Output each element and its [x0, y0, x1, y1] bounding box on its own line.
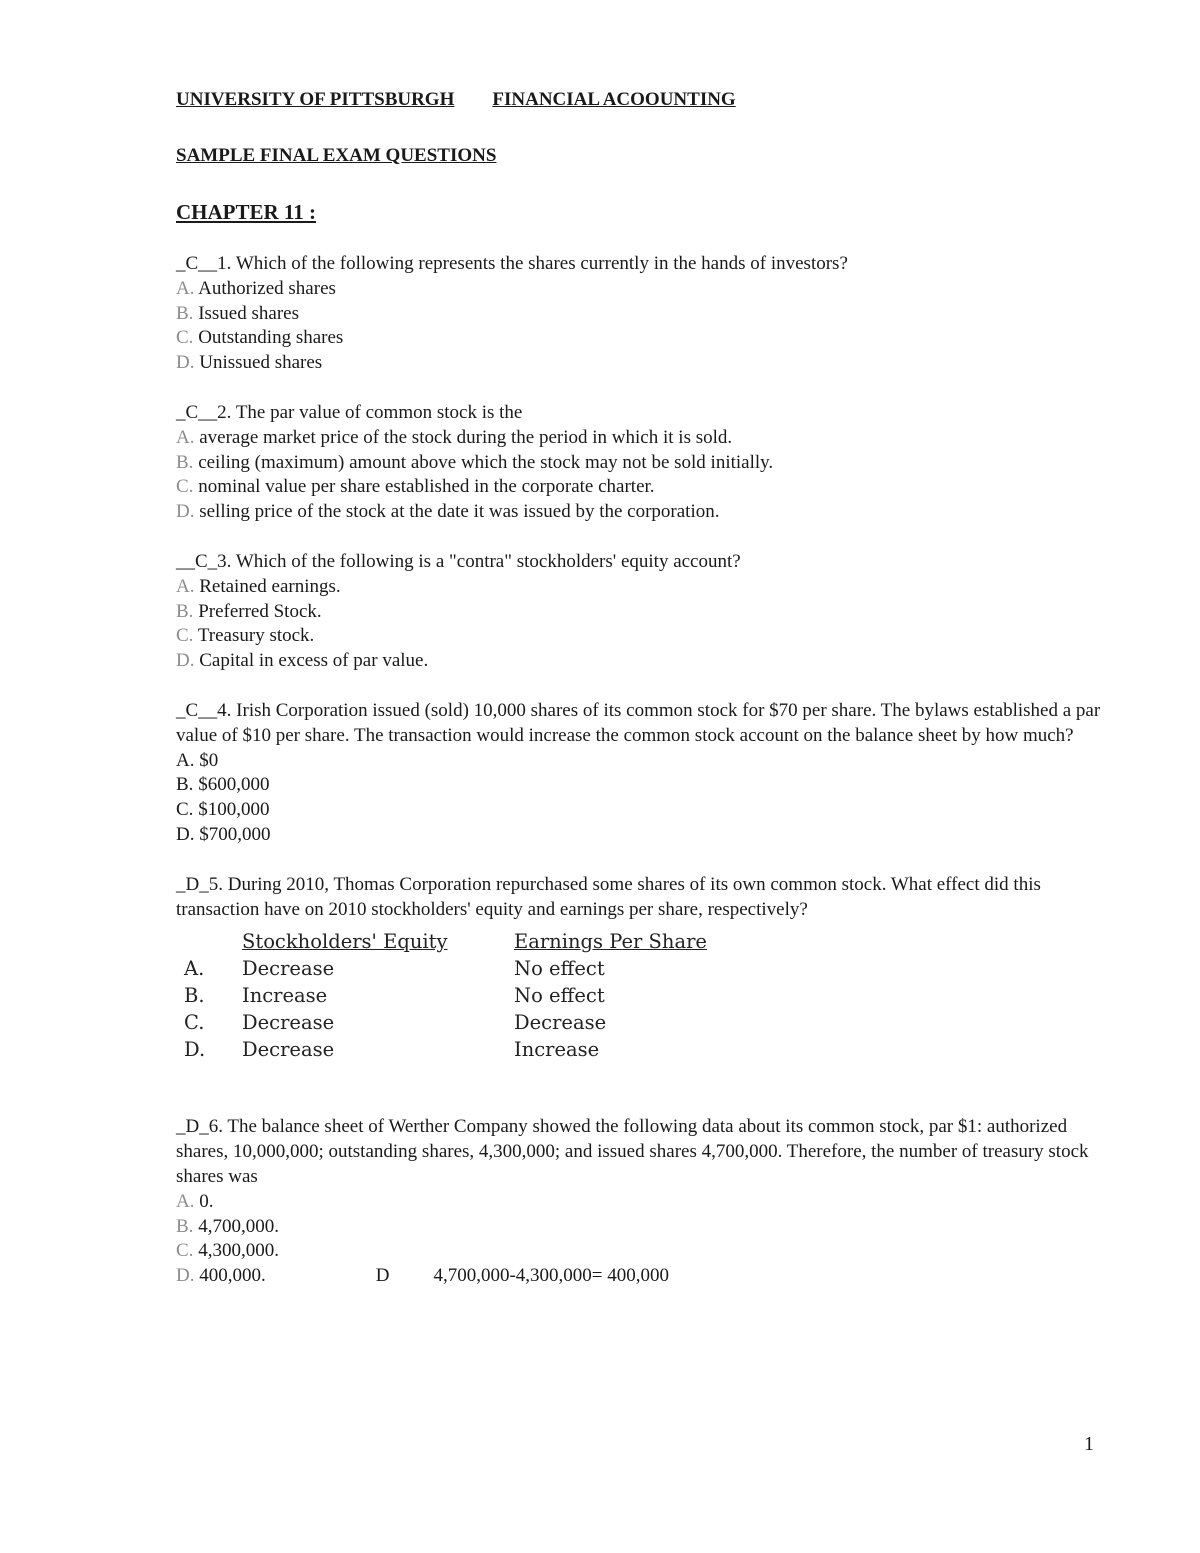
- option-a: [176, 1190, 1116, 1215]
- exam-page: [176, 88, 1116, 1289]
- option-text: 0.: [194, 1190, 214, 1212]
- question-stem: _D_6. The balance sheet of Werther Company showed the following data about its common stock, par $1: authorized shares, 10,000,000; outstanding shares, 4,300,000; and issued shares 4,700,000. Therefore, the number of treasury stock shares was: [176, 1116, 1089, 1187]
- row-eps: Decrease: [514, 1011, 607, 1035]
- option-text: nominal value per share established in the corporate charter.: [193, 476, 655, 498]
- option-text: Outstanding shares: [193, 327, 344, 349]
- option-a: [176, 426, 1116, 451]
- option-letter: A.: [176, 277, 195, 299]
- option-letter: B.: [176, 451, 194, 473]
- option-letter: D.: [176, 650, 195, 672]
- option-letter: C.: [176, 1240, 194, 1262]
- answer-table: [184, 928, 754, 1063]
- question-stem: _C__2. The par value of common stock is the: [176, 401, 523, 423]
- option-b: [176, 773, 1116, 798]
- option-letter: A.: [176, 426, 195, 448]
- row-eps: Increase: [514, 1038, 600, 1062]
- row-letter: C.: [184, 1011, 205, 1035]
- option-letter: D.: [176, 352, 195, 374]
- option-c: [176, 475, 1116, 500]
- row-letter: B.: [184, 984, 205, 1008]
- option-text: average market price of the stock during the period in which it is sold.: [194, 426, 733, 448]
- option-letter: D.: [176, 823, 195, 845]
- option-letter: B.: [176, 600, 194, 622]
- calculation-note: 4,700,000-4,300,000= 400,000: [433, 1265, 670, 1287]
- option-letter: A.: [176, 749, 195, 771]
- course-name: FINANCIAL ACOOUNTING: [492, 89, 736, 110]
- option-letter: B.: [176, 774, 194, 796]
- option-text: 400,000.: [194, 1265, 266, 1287]
- option-text: Capital in excess of par value.: [194, 650, 429, 672]
- col-header-eps: Earnings Per Share: [514, 930, 707, 954]
- option-text: Unissued shares: [194, 352, 323, 374]
- option-text: Authorized shares: [194, 277, 336, 299]
- question-2: [176, 401, 1116, 525]
- row-equity: Increase: [242, 984, 328, 1008]
- chapter-heading: CHAPTER 11 :: [176, 200, 317, 224]
- answer-note: D: [375, 1265, 390, 1287]
- option-text: 4,700,000.: [193, 1215, 279, 1237]
- option-letter: B.: [176, 302, 194, 324]
- option-d: [176, 1264, 1116, 1289]
- option-letter: B.: [176, 1215, 194, 1237]
- university-name: UNIVERSITY OF PITTSBURGH: [176, 89, 455, 110]
- question-stem: _C__4. Irish Corporation issued (sold) 10,000 shares of its common stock for $70 per share. The bylaws established a par value of $10 per share. The transaction would increase the common stock account on the balance sheet by how much?: [176, 699, 1101, 746]
- question-1: [176, 252, 1116, 376]
- option-a: [176, 749, 1116, 774]
- row-equity: Decrease: [242, 1011, 335, 1035]
- option-d: [176, 649, 1116, 674]
- option-text: $0: [194, 749, 219, 771]
- table-row: [184, 1009, 754, 1036]
- option-letter: A.: [176, 575, 195, 597]
- page-number: 1: [1084, 1433, 1094, 1455]
- option-b: [176, 302, 1116, 327]
- option-letter: C.: [176, 625, 194, 647]
- table-header-blank: [184, 928, 242, 955]
- option-letter: C.: [176, 327, 194, 349]
- question-4: [176, 699, 1116, 848]
- question-6: [176, 1115, 1116, 1289]
- question-stem: __C_3. Which of the following is a "contra" stockholders' equity account?: [176, 550, 741, 572]
- option-text: $600,000: [193, 774, 270, 796]
- table-row: [184, 982, 754, 1009]
- option-letter: D.: [176, 1265, 195, 1287]
- question-5: [176, 873, 1116, 1064]
- option-d: [176, 351, 1116, 376]
- answer-table-header: [184, 928, 754, 955]
- option-letter: D.: [176, 501, 195, 523]
- option-text: Preferred Stock.: [193, 600, 322, 622]
- option-c: [176, 326, 1116, 351]
- option-text: 4,300,000.: [193, 1240, 279, 1262]
- table-row: [184, 1036, 754, 1063]
- row-eps: No effect: [514, 984, 605, 1008]
- option-text: Issued shares: [193, 302, 299, 324]
- row-equity: Decrease: [242, 1038, 335, 1062]
- option-a: [176, 575, 1116, 600]
- option-c: [176, 624, 1116, 649]
- option-c: [176, 1239, 1116, 1264]
- option-d: [176, 823, 1116, 848]
- question-3: [176, 550, 1116, 674]
- row-eps: No effect: [514, 957, 605, 981]
- option-letter: A.: [176, 1190, 195, 1212]
- row-equity: Decrease: [242, 957, 335, 981]
- row-letter: A.: [184, 957, 205, 981]
- exam-subtitle: SAMPLE FINAL EXAM QUESTIONS: [176, 145, 497, 166]
- option-text: ceiling (maximum) amount above which the stock may not be sold initially.: [193, 451, 774, 473]
- question-stem: _C__1. Which of the following represents the shares currently in the hands of investors?: [176, 253, 848, 274]
- option-b: [176, 1215, 1116, 1240]
- header-line: [176, 88, 1116, 112]
- option-d: [176, 500, 1116, 525]
- option-letter: C.: [176, 476, 194, 498]
- option-text: Retained earnings.: [194, 575, 341, 597]
- option-a: [176, 277, 1116, 302]
- option-text: selling price of the stock at the date it was issued by the corporation.: [194, 501, 720, 523]
- table-row: [184, 955, 754, 982]
- option-text: $100,000: [193, 799, 270, 821]
- row-letter: D.: [184, 1038, 206, 1062]
- option-letter: C.: [176, 799, 194, 821]
- col-header-equity: Stockholders' Equity: [242, 930, 448, 954]
- option-b: [176, 451, 1116, 476]
- question-stem: _D_5. During 2010, Thomas Corporation repurchased some shares of its own common stock. What effect did this transaction have on 2010 stockholders' equity and earnings per share, respectively?: [176, 873, 1041, 920]
- option-text: Treasury stock.: [193, 625, 315, 647]
- option-b: [176, 600, 1116, 625]
- option-c: [176, 798, 1116, 823]
- option-text: $700,000: [194, 823, 271, 845]
